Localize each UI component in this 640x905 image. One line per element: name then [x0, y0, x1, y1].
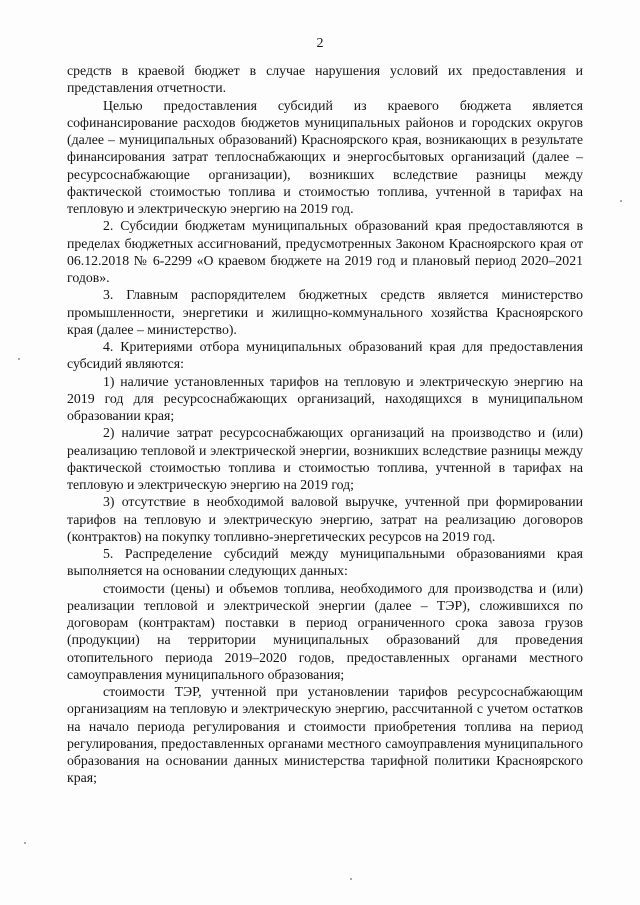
paragraph-5: 5. Распределение субсидий между муниципальными образованиями края выполняется на основании следующих данных: [67, 546, 583, 579]
page-number: 2 [316, 36, 324, 51]
paragraph-4: 4. Критериями отбора муниципальных образований края для предоставления субсидий являются: [67, 339, 583, 372]
data-item-ter-cost: стоимости ТЭР, учтенной при установлении тарифов ресурсоснабжающим организациям на тепловую и электрическую энергию, рассчитанной с учетом остатков на начало периода регулирования и стоимости приобретения топлива на период регулирования, предоставленных органами местного самоуправления муниципального образования на основании данных министерства тарифной политики Красноярского края; [67, 684, 583, 786]
scan-speck [350, 878, 352, 880]
paragraph-3: 3. Главным распорядителем бюджетных средств является министерство промышленности, энергетики и жилищно-коммунального хозяйства Красноярского края (далее – министерство). [67, 287, 583, 337]
paragraph-continuation: средств в краевой бюджет в случае нарушения условий их предоставления и представления отчетности. [67, 63, 583, 96]
criterion-3: 3) отсутствие в необходимой валовой выручке, учтенной при формировании тарифов на тепловую и электрическую энергию, затрат на реализацию договоров (контрактов) на покупку топливно-энергетических ресурсов на 2019 год. [67, 494, 583, 544]
criterion-1: 1) наличие установленных тарифов на тепловую и электрическую энергию на 2019 год для ресурсоснабжающих организаций, находящихся в муниципальном образовании края; [67, 373, 583, 423]
paragraph-purpose: Целью предоставления субсидий из краевого бюджета является софинансирование расходов бюджетов муниципальных районов и городских округов (далее – муниципальных образований) Красноярского края, возникающих в результате финансирования затрат теплоснабжающих и энергосбытовых организаций (далее – ресурсоснабжающие организации), возникших вследствие разницы между фактической стоимостью топлива и стоимостью топлива, учтенной в тарифах на тепловую и электрическую энергию на 2019 год. [67, 97, 583, 216]
scan-speck [24, 842, 26, 844]
criterion-2: 2) наличие затрат ресурсоснабжающих организаций на производство и (или) реализацию тепловой и электрической энергии, возникших вследствие разницы между фактической стоимостью топлива и стоимостью топлива, учтенной в тарифах на тепловую и электрическую энергию на 2019 год; [67, 425, 583, 492]
data-item-fuel-cost: стоимости (цены) и объемов топлива, необходимого для производства и (или) реализации тепловой и электрической энергии (далее – ТЭР), сложившихся по договорам (контрактам) поставки в период ограниченного срока завоза грузов (продукции) на территории муниципальных образований для проведения отопительного периода 2019–2020 годов, предоставленных органами местного самоуправления муниципального образования; [67, 580, 583, 682]
scan-speck [18, 358, 20, 360]
paragraph-2: 2. Субсидии бюджетам муниципальных образований края предоставляются в пределах бюджетных ассигнований, предусмотренных Законом Красноярского края от 06.12.2018 № 6-2299 «О краевом бюджете на 2019 год и плановый период 2020–2021 годов». [67, 218, 583, 285]
document-body [67, 62, 583, 787]
scan-speck [620, 200, 622, 202]
